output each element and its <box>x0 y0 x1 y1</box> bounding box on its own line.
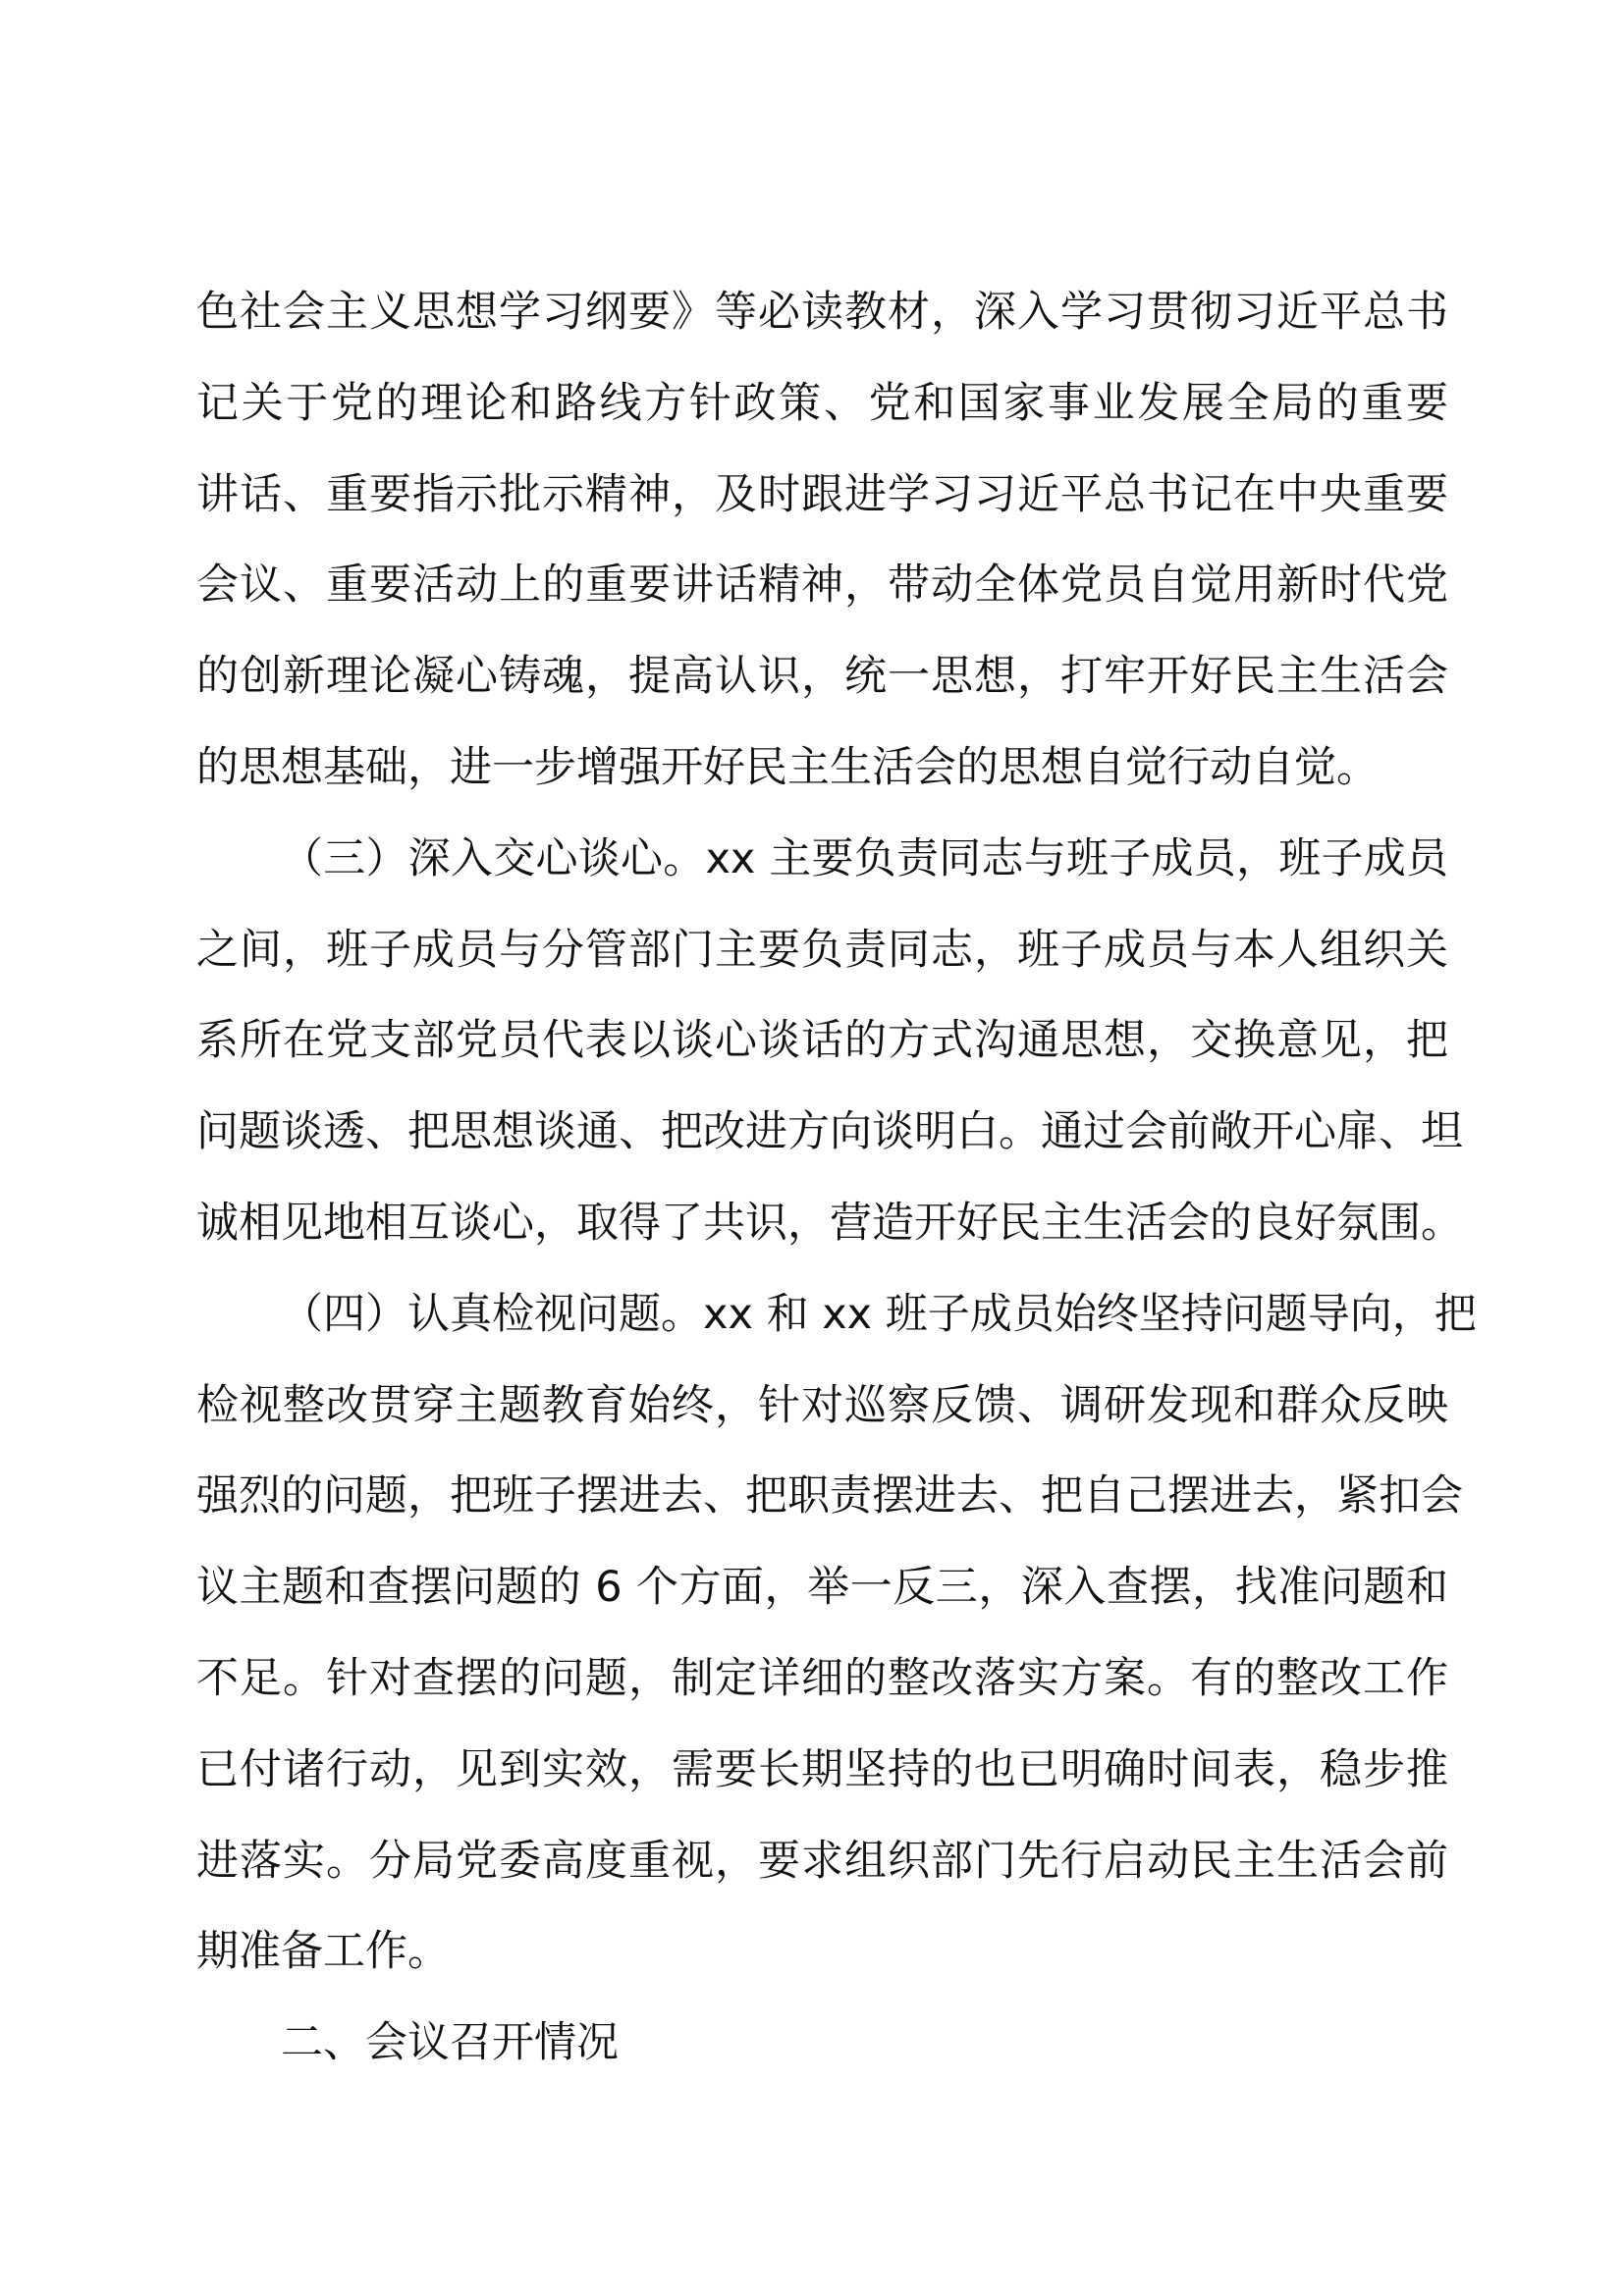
text-line: 记关于党的理论和路线方针政策、党和国家事业发展全局的重要 <box>196 378 1448 428</box>
text-line: 检视整改贯穿主题教育始终，针对巡察反馈、调研发现和群众反映 <box>196 1380 1448 1430</box>
text-line: 已付诸行动，见到实效，需要长期坚持的也已明确时间表，稳步推 <box>196 1744 1448 1794</box>
text-line: 强烈的问题，把班子摆进去、把职责摆进去、把自己摆进去，紧扣会 <box>196 1471 1463 1522</box>
text-line: 的创新理论凝心铸魂，提高认识，统一思想，打牢开好民主生活会 <box>196 652 1448 702</box>
text-line: （三）深入交心谈心。xx 主要负责同志与班子成员，班子成员 <box>281 833 1448 883</box>
document-body <box>196 267 1477 2089</box>
paragraph-study-materials <box>196 267 1448 814</box>
text-line: 期准备工作。 <box>196 1927 450 1977</box>
text-line: 色社会主义思想学习纲要》等必读教材，深入学习贯彻习近平总书 <box>196 288 1448 337</box>
section-heading: 二、会议召开情况 <box>281 2018 619 2068</box>
paragraph-problem-review <box>196 1269 1477 1998</box>
text-line: 诚相见地相互谈心，取得了共识，营造开好民主生活会的良好氛围。 <box>196 1198 1463 1248</box>
text-line: 之间，班子成员与分管部门主要负责同志，班子成员与本人组织关 <box>196 925 1448 975</box>
text-line: 进落实。分局党委高度重视，要求组织部门先行启动民主生活会前 <box>196 1836 1448 1886</box>
text-line: （四）认真检视问题。xx 和 xx 班子成员始终坚持问题导向，把 <box>281 1289 1477 1339</box>
paragraph-heart-to-heart-talks <box>196 814 1463 1269</box>
text-line: 讲话、重要指示批示精神，及时跟进学习习近平总书记在中央重要 <box>196 469 1448 519</box>
text-line: 的思想基础，进一步增强开好民主生活会的思想自觉行动自觉。 <box>196 742 1379 792</box>
text-line: 系所在党支部党员代表以谈心谈话的方式沟通思想，交换意见，把 <box>196 1016 1448 1066</box>
text-line: 不足。针对查摆的问题，制定详细的整改落实方案。有的整改工作 <box>196 1653 1448 1703</box>
text-line: 问题谈透、把思想谈通、把改进方向谈明白。通过会前敞开心扉、坦 <box>196 1107 1463 1157</box>
text-line: 会议、重要活动上的重要讲话精神，带动全体党员自觉用新时代党 <box>196 561 1448 611</box>
text-line: 议主题和查摆问题的 6 个方面，举一反三，深入查摆，找准问题和 <box>196 1563 1448 1613</box>
